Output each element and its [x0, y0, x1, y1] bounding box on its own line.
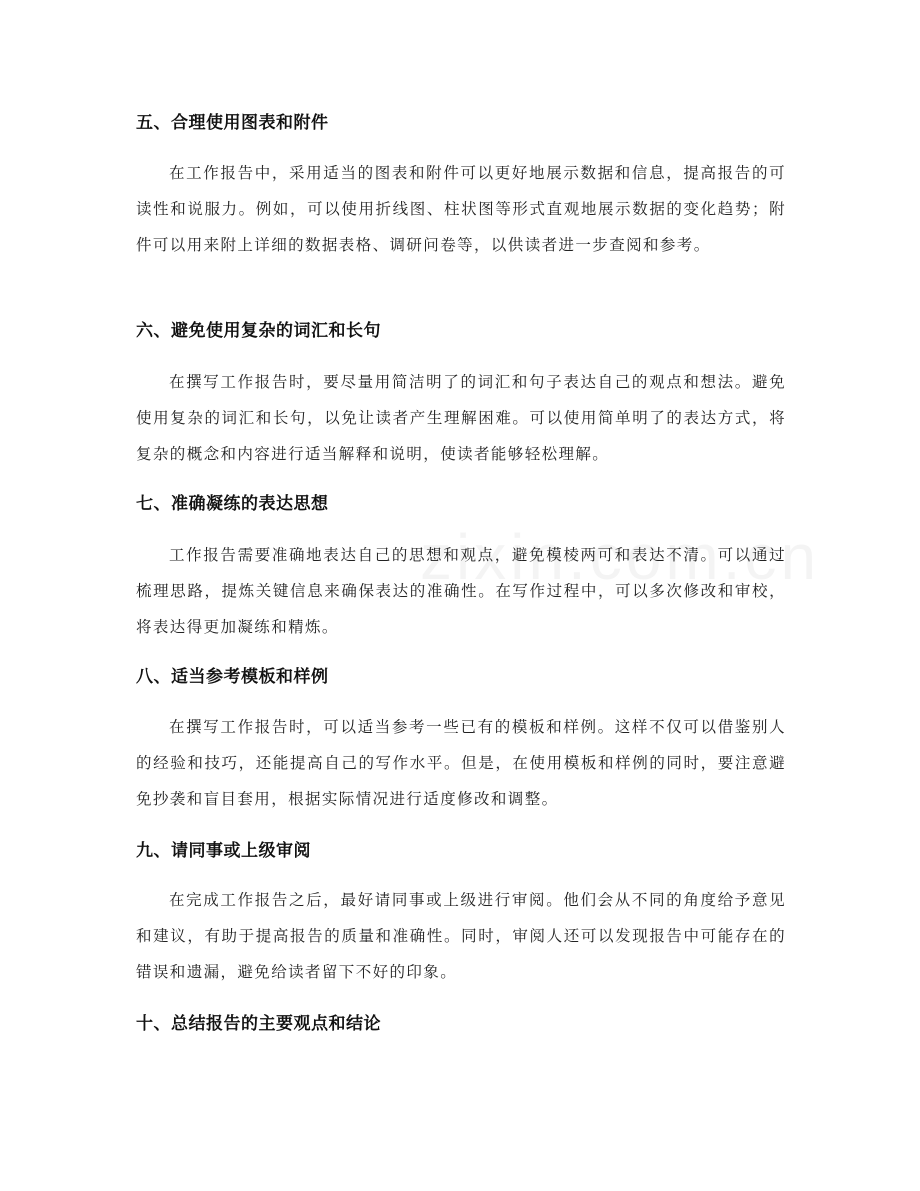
- section-heading-6: [136, 319, 786, 343]
- section-paragraph-5: 在工作报告中，采用适当的图表和附件可以更好地展示数据和信息，提高报告的可读性和说服力。例如，可以使用折线图、柱状图等形式直观地展示数据的变化趋势；附件可以用来附上详细的数据表格、调研问卷等，以供读者进一步查阅和参考。: [136, 164, 786, 254]
- section-heading-7: [136, 492, 786, 516]
- heading-text: 七、准确凝练的表达思想: [136, 494, 329, 514]
- section-heading-9: [136, 839, 786, 863]
- section-heading-5: [136, 111, 786, 135]
- section-paragraph-8: 在撰写工作报告时，可以适当参考一些已有的模板和样例。这样不仅可以借鉴别人的经验和技巧，还能提高自己的写作水平。但是，在使用模板和样例的同时，要注意避免抄袭和盲目套用，根据实际情况进行适度修改和调整。: [136, 718, 786, 808]
- section-paragraph-7: 工作报告需要准确地表达自己的思想和观点，避免模棱两可和表达不清。可以通过梳理思路，提炼关键信息来确保表达的准确性。在写作过程中，可以多次修改和审校，将表达得更加凝练和精炼。: [136, 546, 786, 636]
- heading-text: 十、总结报告的主要观点和结论: [136, 1014, 381, 1034]
- heading-text: 五、合理使用图表和附件: [136, 113, 329, 133]
- heading-text: 六、避免使用复杂的词汇和长句: [136, 321, 381, 341]
- section-paragraph-6: 在撰写工作报告时，要尽量用简洁明了的词汇和句子表达自己的观点和想法。避免使用复杂的词汇和长句，以免让读者产生理解困难。可以使用简单明了的表达方式，将复杂的概念和内容进行适当解释和说明，使读者能够轻松理解。: [136, 373, 786, 463]
- heading-text: 八、适当参考模板和样例: [136, 667, 329, 687]
- section-heading-8: [136, 665, 786, 689]
- heading-text: 九、请同事或上级审阅: [136, 841, 311, 861]
- section-paragraph-9: 在完成工作报告之后，最好请同事或上级进行审阅。他们会从不同的角度给予意见和建议，有助于提高报告的质量和准确性。同时，审阅人还可以发现报告中可能存在的错误和遗漏，避免给读者留下不好的印象。: [136, 891, 786, 981]
- section-heading-10: [136, 1012, 786, 1036]
